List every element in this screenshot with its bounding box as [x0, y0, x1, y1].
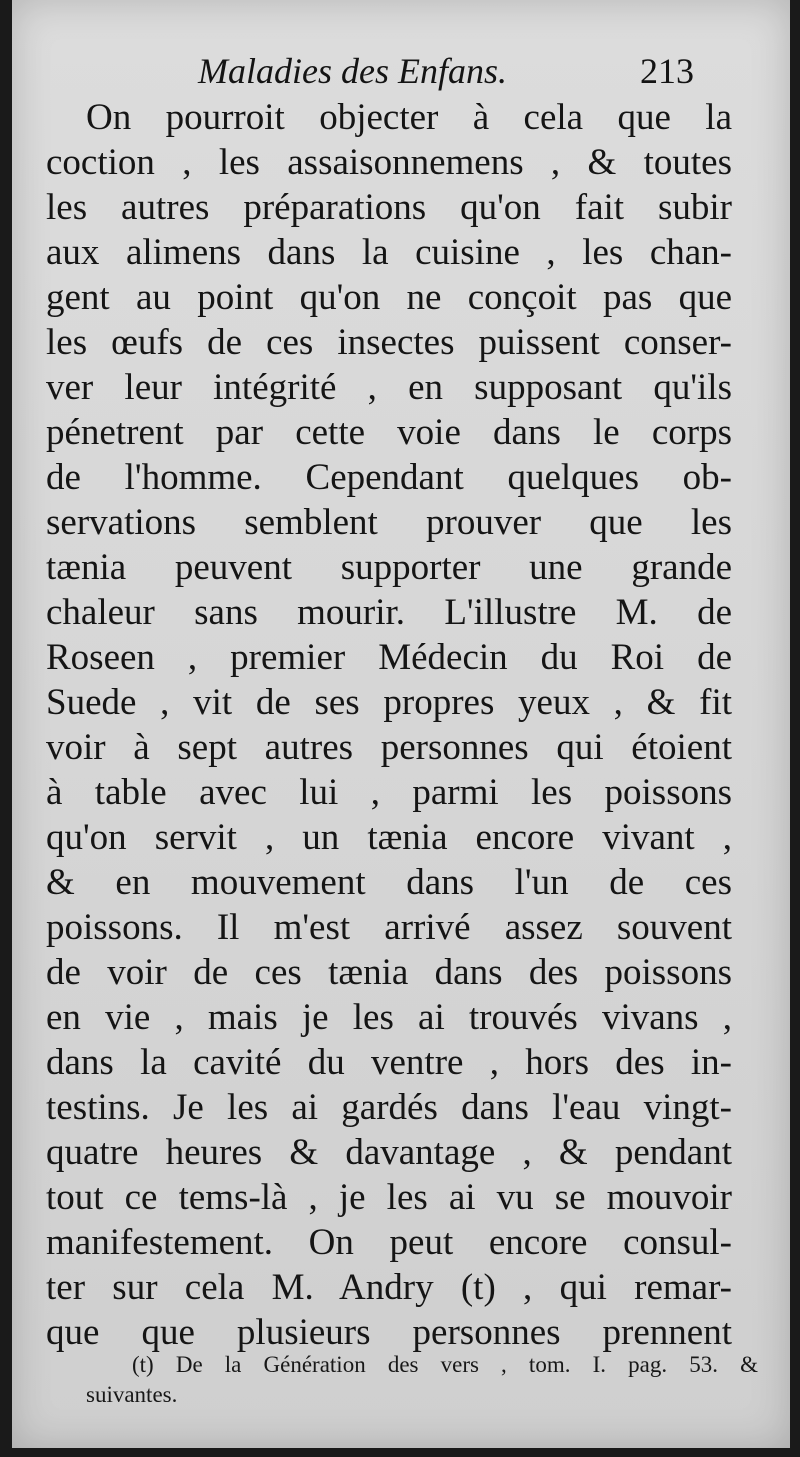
- text-line: qu'on servit , un tænia encore vivant ,: [46, 817, 732, 858]
- text-line: que que plusieurs personnes prennent: [46, 1312, 732, 1353]
- text-line: Suede , vit de ses propres yeux , & fit: [46, 682, 732, 723]
- running-title: Maladies des Enfans.: [198, 51, 507, 91]
- text-line: à table avec lui , parmi les poissons: [46, 772, 732, 813]
- text-line: dans la cavité du ventre , hors des in-: [46, 1042, 732, 1083]
- text-line: chaleur sans mourir. L'illustre M. de: [46, 592, 732, 633]
- text-line: ter sur cela M. Andry (t) , qui remar-: [46, 1267, 732, 1308]
- text-line: les autres préparations qu'on fait subir: [46, 187, 732, 228]
- text-line: testins. Je les ai gardés dans l'eau vingt-: [46, 1087, 732, 1128]
- text-line: tænia peuvent supporter une grande: [46, 547, 732, 588]
- text-line: servations semblent prouver que les: [46, 502, 732, 543]
- text-line: On pourroit objecter à cela que la: [86, 97, 732, 138]
- text-line: tout ce tems-là , je les ai vu se mouvoir: [46, 1177, 732, 1218]
- text-line: poissons. Il m'est arrivé assez souvent: [46, 907, 732, 948]
- text-line: les œufs de ces insectes puissent conser-: [46, 322, 732, 363]
- text-line: pénetrent par cette voie dans le corps: [46, 412, 732, 453]
- text-line: ver leur intégrité , en supposant qu'ils: [46, 367, 732, 408]
- text-line: & en mouvement dans l'un de ces: [46, 862, 732, 903]
- footnote-line: suivantes.: [86, 1382, 178, 1407]
- book-page: [12, 0, 790, 1448]
- text-line: aux alimens dans la cuisine , les chan-: [46, 232, 732, 273]
- text-line: de l'homme. Cependant quelques ob-: [46, 457, 732, 498]
- text-line: quatre heures & davantage , & pendant: [46, 1132, 732, 1173]
- page-number: 213: [640, 51, 694, 91]
- text-line: Roseen , premier Médecin du Roi de: [46, 637, 732, 678]
- text-line: de voir de ces tænia dans des poissons: [46, 952, 732, 993]
- text-line: manifestement. On peut encore consul-: [46, 1222, 732, 1263]
- text-line: coction , les assaisonnemens , & toutes: [46, 142, 732, 183]
- running-head: [12, 50, 790, 94]
- footnote-line: (t) De la Génération des vers , tom. I. pag. 53. &: [132, 1352, 758, 1377]
- text-line: en vie , mais je les ai trouvés vivans ,: [46, 997, 732, 1038]
- text-line: gent au point qu'on ne conçoit pas que: [46, 277, 732, 318]
- text-line: voir à sept autres personnes qui étoient: [46, 727, 732, 768]
